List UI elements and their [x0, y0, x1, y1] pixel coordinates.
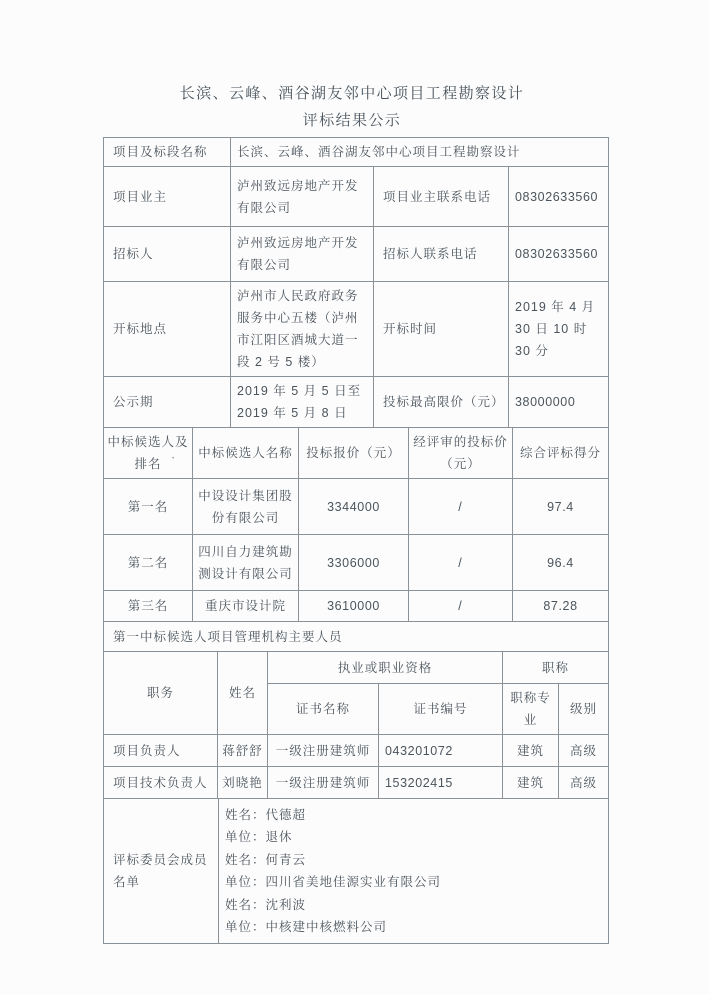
- candidate-name: 中设设计集团股份有限公司: [193, 479, 299, 535]
- opening-place-value: 泸州市人民政府政务服务中心五楼（泸州市江阳区酒城大道一段 2 号 5 楼）: [231, 282, 374, 377]
- rank-header-label: 中标候选人及排名: [107, 435, 189, 471]
- person-cert-name: 一级注册建筑师: [268, 767, 379, 799]
- evaluated-price-header: 经评审的投标价（元）: [409, 428, 513, 479]
- person-title-level: 高级: [559, 735, 609, 767]
- member-name: 姓名：代德超: [225, 808, 307, 822]
- publicity-period-value: 2019 年 5 月 5 日至 2019 年 5 月 8 日: [231, 377, 374, 428]
- qualification-header: 执业或职业资格: [268, 652, 503, 684]
- person-role: 项目技术负责人: [104, 767, 218, 799]
- owner-value: 泸州致远房地产开发有限公司: [231, 167, 374, 227]
- personnel-row-1: [104, 735, 609, 767]
- candidate-name: 四川自力建筑勘测设计有限公司: [193, 535, 299, 591]
- max-price-label: 投标最高限价（元）: [374, 377, 509, 428]
- personnel-header-row-1: [104, 652, 609, 684]
- candidate-price: 3610000: [299, 591, 409, 622]
- table-row: [104, 138, 609, 167]
- title-level-header: 级别: [559, 684, 609, 735]
- title-header: 职称: [503, 652, 609, 684]
- document-title: [0, 80, 704, 134]
- candidates-header-row: [104, 428, 609, 479]
- personnel-section-title-table: [103, 621, 609, 652]
- candidate-row-1: [104, 479, 609, 535]
- candidate-rank: 第二名: [104, 535, 193, 591]
- owner-phone-value: 08302633560: [509, 167, 609, 227]
- title-line-1: 长滨、云峰、酒谷湖友邻中心项目工程勘察设计: [179, 85, 525, 102]
- table-row: [104, 227, 609, 282]
- rank-header: [104, 428, 193, 479]
- name-header: 姓名: [218, 652, 268, 735]
- committee-row: [104, 799, 609, 944]
- tenderer-value: 泸州致远房地产开发有限公司: [231, 227, 374, 282]
- candidate-price: 3306000: [299, 535, 409, 591]
- project-name-value: 长滨、云峰、酒谷湖友邻中心项目工程勘察设计: [231, 138, 609, 167]
- opening-time-value: 2019 年 4 月 30 日 10 时 30 分: [509, 282, 609, 377]
- table-row: [104, 282, 609, 377]
- person-title-major: 建筑: [503, 767, 559, 799]
- personnel-section-title: 第一中标候选人项目管理机构主要人员: [104, 622, 609, 652]
- candidate-rank: 第一名: [104, 479, 193, 535]
- announcement-table: [103, 137, 608, 944]
- personnel-table: [103, 651, 609, 799]
- member-unit: 单位：退休: [225, 830, 293, 845]
- owner-phone-label: 项目业主联系电话: [374, 167, 509, 227]
- candidate-score: 97.4: [513, 479, 609, 535]
- person-cert-no: 153202415: [379, 767, 503, 799]
- personnel-row-2: [104, 767, 609, 799]
- bid-price-header: 投标报价（元）: [299, 428, 409, 479]
- title-major-header: 职称专业: [503, 684, 559, 735]
- owner-label: 项目业主: [104, 167, 231, 227]
- person-role: 项目负责人: [104, 735, 218, 767]
- table-row: [104, 622, 609, 652]
- candidate-row-3: [104, 591, 609, 622]
- table-row: [104, 377, 609, 428]
- member-unit: 单位：四川省美地佳源实业有限公司: [225, 875, 442, 890]
- opening-time-label: 开标时间: [374, 282, 509, 377]
- tenderer-phone-value: 08302633560: [509, 227, 609, 282]
- candidate-score: 96.4: [513, 535, 609, 591]
- max-price-value: 38000000: [509, 377, 609, 428]
- pen-mark: ˋ: [171, 456, 176, 468]
- candidate-evaluated-price: /: [409, 535, 513, 591]
- person-title-major: 建筑: [503, 735, 559, 767]
- tenderer-phone-label: 招标人联系电话: [374, 227, 509, 282]
- table-row: [104, 167, 609, 227]
- committee-table: [103, 798, 609, 944]
- member-name: 姓名：沈利波: [225, 897, 307, 912]
- cert-no-header: 证书编号: [379, 684, 503, 735]
- candidate-price: 3344000: [299, 479, 409, 535]
- score-header: 综合评标得分: [513, 428, 609, 479]
- committee-members: [219, 799, 609, 944]
- candidate-name-header: 中标候选人名称: [193, 428, 299, 479]
- candidate-row-2: [104, 535, 609, 591]
- committee-member-lines: [225, 802, 602, 940]
- member-unit: 单位：中核建中核燃料公司: [225, 920, 388, 935]
- person-title-level: 高级: [559, 767, 609, 799]
- project-name-label: 项目及标段名称: [104, 138, 231, 167]
- candidate-evaluated-price: /: [409, 591, 513, 622]
- person-name: 蒋舒舒: [218, 735, 268, 767]
- project-info-table: [103, 137, 609, 428]
- opening-place-label: 开标地点: [104, 282, 231, 377]
- role-header: 职务: [104, 652, 218, 735]
- candidates-table: [103, 427, 609, 622]
- title-line-2: 评标结果公示: [302, 112, 402, 129]
- person-name: 刘晓艳: [218, 767, 268, 799]
- candidate-name: 重庆市设计院: [193, 591, 299, 622]
- candidate-score: 87.28: [513, 591, 609, 622]
- person-cert-name: 一级注册建筑师: [268, 735, 379, 767]
- member-name: 姓名：何青云: [225, 852, 307, 867]
- candidate-rank: 第三名: [104, 591, 193, 622]
- person-cert-no: 043201072: [379, 735, 503, 767]
- cert-name-header: 证书名称: [268, 684, 379, 735]
- tenderer-label: 招标人: [104, 227, 231, 282]
- publicity-period-label: 公示期: [104, 377, 231, 428]
- candidate-evaluated-price: /: [409, 479, 513, 535]
- committee-label: 评标委员会成员名单: [104, 799, 219, 944]
